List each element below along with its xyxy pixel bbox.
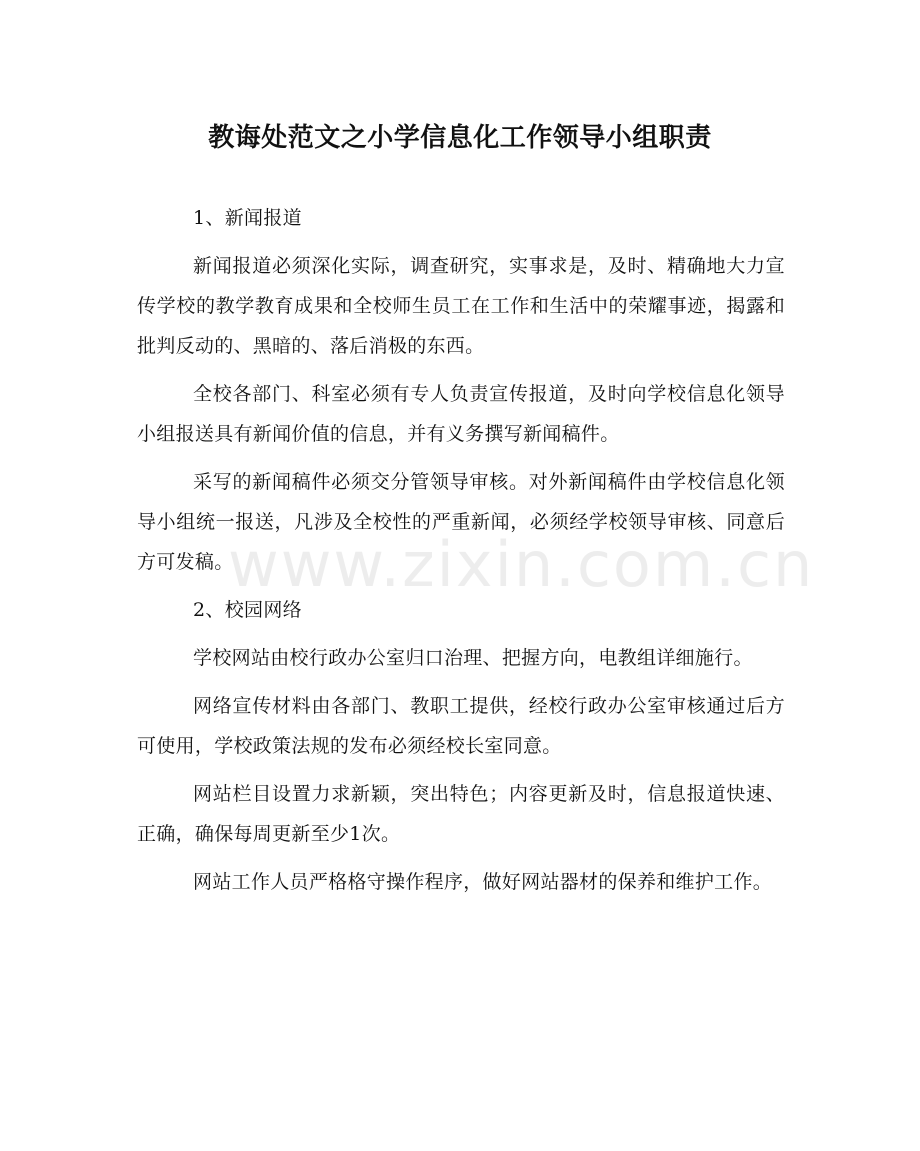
paragraph: 网络宣传材料由各部门、教职工提供，经校行政办公室审核通过后方可使用，学校政策法规的发布必须经校长室同意。 [137,695,785,757]
paragraph: 网站栏目设置力求新颖，突出特色；内容更新及时，信息报道快速、正确，确保每周更新至少1次。 [137,783,785,845]
document-body [137,198,785,910]
paragraph: 全校各部门、科室必须有专人负责宣传报道，及时向学校信息化领导小组报送具有新闻价值的信息，并有义务撰写新闻稿件。 [137,383,785,445]
section-heading-news: 1、新闻报道 [193,207,302,229]
paragraph: 新闻报道必须深化实际，调查研究，实事求是，及时、精确地大力宣传学校的教学教育成果和全校师生员工在工作和生活中的荣耀事迹，揭露和批判反动的、黑暗的、落后消极的东西。 [137,255,785,357]
page-title: 教诲处范文之小学信息化工作领导小组职责 [208,123,712,153]
watermark: www.zixin.com.cn [228,528,815,601]
paragraph: 学校网站由校行政办公室归口治理、把握方向，电教组详细施行。 [193,647,753,669]
paragraph: 采写的新闻稿件必须交分管领导审核。对外新闻稿件由学校信息化领导小组统一报送，凡涉及全校性的严重新闻，必须经学校领导审核、同意后方可发稿。 [137,471,785,573]
paragraph: 网站工作人员严格格守操作程序，做好网站器材的保养和维护工作。 [193,871,773,893]
section-heading-network: 2、校园网络 [193,599,302,621]
